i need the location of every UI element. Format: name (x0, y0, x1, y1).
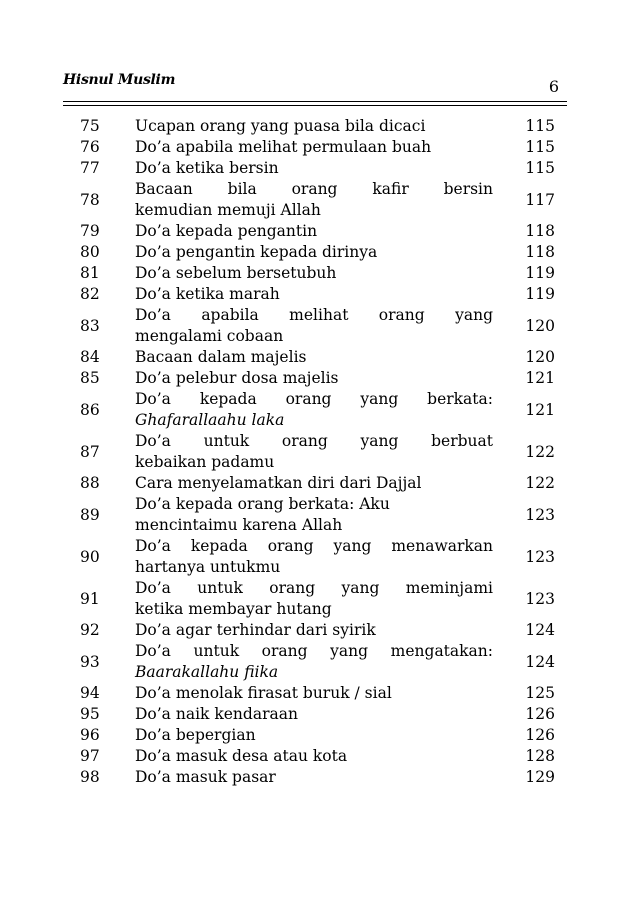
entry-title-line: Bacaan bila orang kafir bersin (135, 180, 493, 198)
book-title: Hisnul Muslim (63, 72, 176, 88)
entry-number: 94 (80, 684, 100, 702)
entry-title (135, 263, 493, 284)
toc-row (80, 305, 555, 347)
entry-title-line: Bacaan dalam majelis (135, 348, 307, 366)
toc-row (80, 431, 555, 473)
entry-page: 129 (525, 768, 555, 786)
entry-title (135, 179, 493, 221)
toc-row (80, 137, 555, 158)
toc-row (80, 263, 555, 284)
entry-page: 117 (525, 190, 555, 209)
entry-page: 126 (525, 726, 555, 744)
entry-number: 98 (80, 768, 100, 786)
entry-page: 115 (525, 117, 555, 135)
entry-page: 119 (525, 285, 555, 303)
toc-row (80, 641, 555, 683)
entry-title (135, 725, 493, 746)
toc-row (80, 536, 555, 578)
entry-title (135, 494, 493, 536)
entry-title-line: Do’a apabila melihat orang yang (135, 306, 493, 324)
entry-title-line: Do’a kepada orang yang berkata: (135, 390, 493, 408)
entry-number: 92 (80, 621, 100, 639)
entry-title (135, 578, 493, 620)
entry-title-line: Do’a masuk pasar (135, 768, 276, 786)
entry-title-line: Do’a apabila melihat permulaan buah (135, 138, 432, 156)
entry-title (135, 242, 493, 263)
entry-title (135, 284, 493, 305)
entry-page: 118 (525, 243, 555, 261)
entry-page: 120 (525, 348, 555, 366)
entry-page: 123 (525, 547, 555, 566)
entry-number: 79 (80, 222, 100, 240)
entry-number: 97 (80, 747, 100, 765)
entry-title-line: ketika membayar hutang (135, 600, 332, 618)
entry-page: 125 (525, 684, 555, 702)
entry-title (135, 704, 493, 725)
entry-number: 95 (80, 705, 100, 723)
entry-title-line: Do’a agar terhindar dari syirik (135, 621, 376, 639)
entry-title (135, 431, 493, 473)
toc-row (80, 284, 555, 305)
entry-title-line: Do’a ketika marah (135, 285, 280, 303)
entry-page: 115 (525, 138, 555, 156)
entry-page: 120 (525, 316, 555, 335)
entry-number: 85 (80, 369, 100, 387)
entry-title (135, 347, 493, 368)
toc-row (80, 221, 555, 242)
entry-title-line: Do’a sebelum bersetubuh (135, 264, 337, 282)
toc-row (80, 578, 555, 620)
entry-title (135, 473, 493, 494)
toc-row (80, 347, 555, 368)
entry-title-line: Do’a pengantin kepada dirinya (135, 243, 378, 261)
entry-number: 89 (80, 505, 100, 524)
entry-number: 91 (80, 589, 100, 608)
entry-title (135, 368, 493, 389)
entry-number: 88 (80, 474, 100, 492)
toc-row (80, 767, 555, 788)
entry-page: 124 (525, 621, 555, 639)
toc-row (80, 368, 555, 389)
entry-title (135, 158, 493, 179)
entry-page: 123 (525, 589, 555, 608)
toc-row (80, 746, 555, 767)
entry-title-line: Cara menyelamatkan diri dari Dajjal (135, 474, 422, 492)
entry-title-line: Do’a menolak firasat buruk / sial (135, 684, 392, 702)
entry-title-line: mencintaimu karena Allah (135, 516, 343, 534)
entry-number: 78 (80, 190, 100, 209)
toc-row (80, 389, 555, 431)
entry-title-line: Do’a bepergian (135, 726, 256, 744)
entry-title-line: Do’a untuk orang yang mengatakan: (135, 642, 493, 660)
toc-row (80, 620, 555, 641)
entry-title (135, 137, 493, 158)
entry-number: 96 (80, 726, 100, 744)
entry-number: 90 (80, 547, 100, 566)
entry-page: 121 (525, 369, 555, 387)
header-rule-thin (63, 105, 567, 106)
entry-title-line: Do’a naik kendaraan (135, 705, 298, 723)
entry-number: 93 (80, 652, 100, 671)
toc-row (80, 242, 555, 263)
entry-page: 118 (525, 222, 555, 240)
running-header (63, 70, 567, 100)
toc-row (80, 179, 555, 221)
entry-title-line: Do’a untuk orang yang berbuat (135, 432, 493, 450)
header-rule-thick (63, 101, 567, 102)
entry-title-line: kemudian memuji Allah (135, 201, 321, 219)
entry-page: 126 (525, 705, 555, 723)
entry-page: 122 (525, 442, 555, 461)
entry-title-line: Do’a kepada pengantin (135, 222, 318, 240)
page-number: 6 (548, 77, 559, 96)
entry-title-line: kebaikan padamu (135, 453, 275, 471)
table-of-contents (80, 116, 555, 788)
entry-number: 86 (80, 400, 100, 419)
entry-number: 83 (80, 316, 100, 335)
toc-row (80, 683, 555, 704)
entry-title-line: hartanya untukmu (135, 558, 281, 576)
entry-number: 84 (80, 348, 100, 366)
entry-number: 82 (80, 285, 100, 303)
entry-page: 124 (525, 652, 555, 671)
entry-title (135, 116, 493, 137)
entry-title (135, 536, 493, 578)
entry-title-line: Do’a ketika bersin (135, 159, 279, 177)
toc-row (80, 494, 555, 536)
entry-number: 75 (80, 117, 100, 135)
entry-page: 122 (525, 474, 555, 492)
entry-title-line: Do’a pelebur dosa majelis (135, 369, 339, 387)
entry-number: 81 (80, 264, 100, 282)
entry-title (135, 746, 493, 767)
entry-title-line: Do’a kepada orang berkata: Aku (135, 495, 390, 513)
entry-page: 115 (525, 159, 555, 177)
entry-title (135, 641, 493, 683)
entry-title (135, 221, 493, 242)
entry-number: 76 (80, 138, 100, 156)
toc-row (80, 158, 555, 179)
entry-title (135, 389, 493, 431)
entry-title (135, 767, 493, 788)
entry-title-line: mengalami cobaan (135, 327, 284, 345)
entry-title-line: Baarakallahu fiika (135, 663, 279, 681)
entry-title (135, 305, 493, 347)
entry-page: 128 (525, 747, 555, 765)
entry-number: 77 (80, 159, 100, 177)
entry-title-line: Do’a untuk orang yang meminjami (135, 579, 493, 597)
entry-title-line: Do’a masuk desa atau kota (135, 747, 348, 765)
entry-title (135, 683, 493, 704)
toc-row (80, 725, 555, 746)
toc-row (80, 704, 555, 725)
entry-title-line: Do’a kepada orang yang menawarkan (135, 537, 493, 555)
entry-number: 80 (80, 243, 100, 261)
entry-title-line: Ucapan orang yang puasa bila dicaci (135, 117, 426, 135)
entry-page: 119 (525, 264, 555, 282)
entry-number: 87 (80, 442, 100, 461)
toc-row (80, 473, 555, 494)
entry-title-line: Ghafarallaahu laka (135, 411, 285, 429)
entry-title (135, 620, 493, 641)
entry-page: 121 (525, 400, 555, 419)
entry-page: 123 (525, 505, 555, 524)
toc-row (80, 116, 555, 137)
